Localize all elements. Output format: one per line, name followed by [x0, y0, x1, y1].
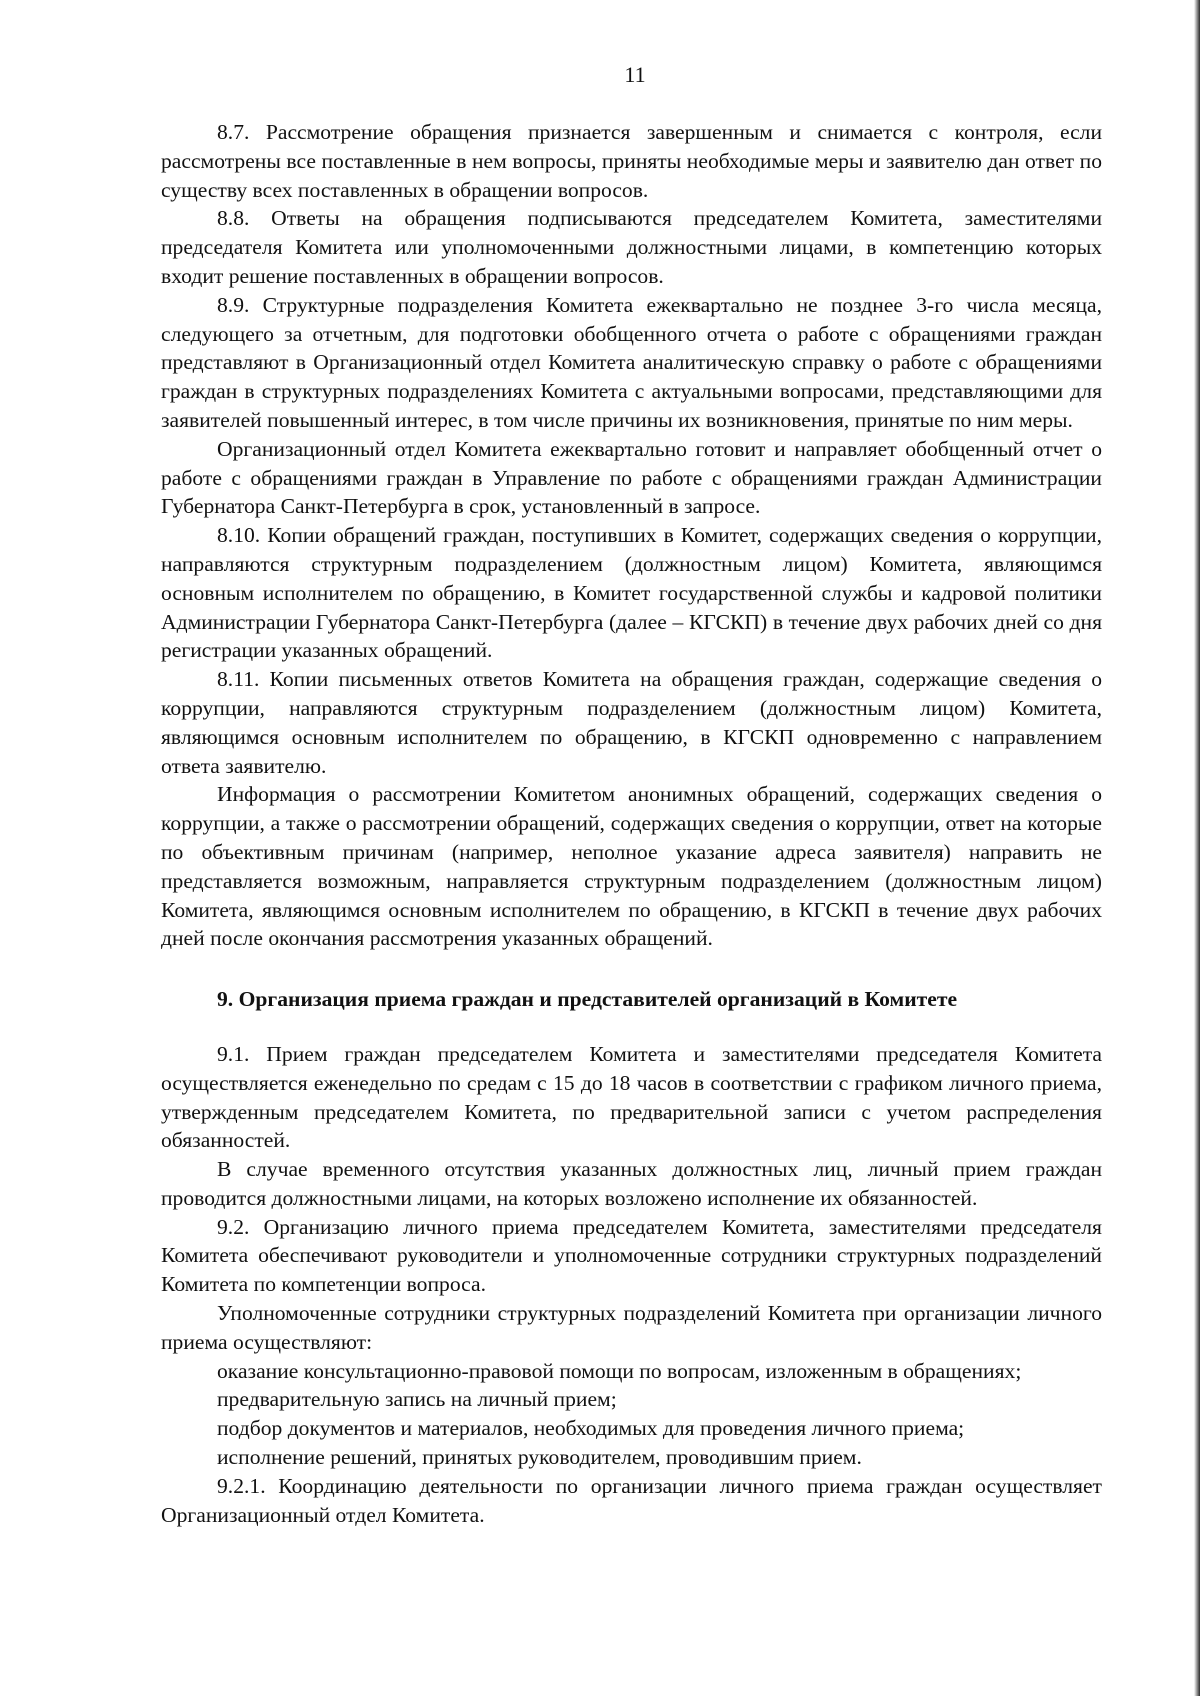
paragraph-9-1-absence: В случае временного отсутствия указанных должностных лиц, личный прием граждан проводится должностными лицами, на которых возложено исполнение их обязанностей.: [161, 1157, 1102, 1210]
document-body: [161, 118, 1102, 1529]
scan-edge-shadow: [1194, 0, 1200, 1696]
paragraph-8-8: 8.8. Ответы на обращения подписываются председателем Комитета, заместителями председателя Комитета или уполномоченными должностными лицами, в компетенцию которых входит решение поставленных в обращении вопросов.: [161, 206, 1102, 288]
paragraph-8-11-anonymous: Информация о рассмотрении Комитетом анонимных обращений, содержащих сведения о коррупции, а также о рассмотрении обращений, содержащих сведения о коррупции, ответ на которые по объективным причинам (например, неполное указание адреса заявителя) направить не представляется возможным, направляется структурным подразделением (должностным лицом) Комитета, являющимся основным исполнителем по обращению, в КГСКП в течение двух рабочих дней после окончания рассмотрения указанных обращений.: [161, 782, 1102, 951]
section-heading: 9. Организация приема граждан и представителей организаций в Комитете: [217, 987, 958, 1012]
paragraph-8-7: 8.7. Рассмотрение обращения признается завершенным и снимается с контроля, если рассмотрены все поставленные в нем вопросы, приняты необходимые меры и заявителю дан ответ по существу всех поставленных в обращении вопросов.: [161, 120, 1102, 202]
paragraph-9-1: 9.1. Прием граждан председателем Комитета и заместителями председателя Комитета осуществляется еженедельно по средам с 15 до 18 часов в соответствии с графиком личного приема, утвержденным председателем Комитета, по предварительной записи с учетом распределения обязанностей.: [161, 1041, 1102, 1153]
paragraph-8-10: 8.10. Копии обращений граждан, поступивших в Комитет, содержащих сведения о коррупции, направляются структурным подразделением (должностным лицом) Комитета, являющимся основным исполнителем по обращению, в Комитет государственной службы и кадровой политики Администрации Губернатора Санкт-Петербурга (далее – КГСКП) в течение двух рабочих дней со дня регистрации указанных обращений.: [161, 523, 1102, 663]
list-item-consultation: оказание консультационно-правовой помощи по вопросам, изложенным в обращениях;: [217, 1358, 1022, 1383]
paragraph-8-11: 8.11. Копии письменных ответов Комитета на обращения граждан, содержащие сведения о коррупции, направляются структурным подразделением (должностным лицом) Комитета, являющимся основным исполнителем по обращению, в КГСКП одновременно с направлением ответа заявителю.: [161, 667, 1102, 778]
list-item-execution: исполнение решений, принятых руководителем, проводившим прием.: [217, 1445, 862, 1470]
list-item-documents: подбор документов и материалов, необходимых для проведения личного приема;: [217, 1416, 965, 1441]
page-number: 11: [624, 62, 646, 87]
paragraph-9-2: 9.2. Организацию личного приема председателем Комитета, заместителями председателя Комитета обеспечивают руководители и уполномоченные сотрудники структурных подразделений Комитета по компетенции вопроса.: [161, 1214, 1102, 1297]
paragraph-9-2-staff: Уполномоченные сотрудники структурных подразделений Комитета при организации личного приема осуществляют:: [161, 1301, 1102, 1354]
paragraph-8-9: 8.9. Структурные подразделения Комитета ежеквартально не позднее 3-го числа месяца, следующего за отчетным, для подготовки обобщенного отчета о работе с обращениями граждан представляют в Организационный отдел Комитета аналитическую справку о работе с обращениями граждан в структурных подразделениях Комитета с актуальными вопросами, представляющими для заявителей повышенный интерес, в том числе причины их возникновения, принятые по ним меры.: [161, 292, 1102, 432]
paragraph-8-9-report: Организационный отдел Комитета ежеквартально готовит и направляет обобщенный отчет о работе с обращениями граждан в Управление по работе с обращениями граждан Администрации Губернатора Санкт-Петербурга в срок, установленный в запросе.: [161, 436, 1102, 519]
paragraph-9-2-1: 9.2.1. Координацию деятельности по организации личного приема граждан осуществляет Организационный отдел Комитета.: [161, 1473, 1102, 1527]
list-item-registration: предварительную запись на личный прием;: [217, 1387, 617, 1412]
